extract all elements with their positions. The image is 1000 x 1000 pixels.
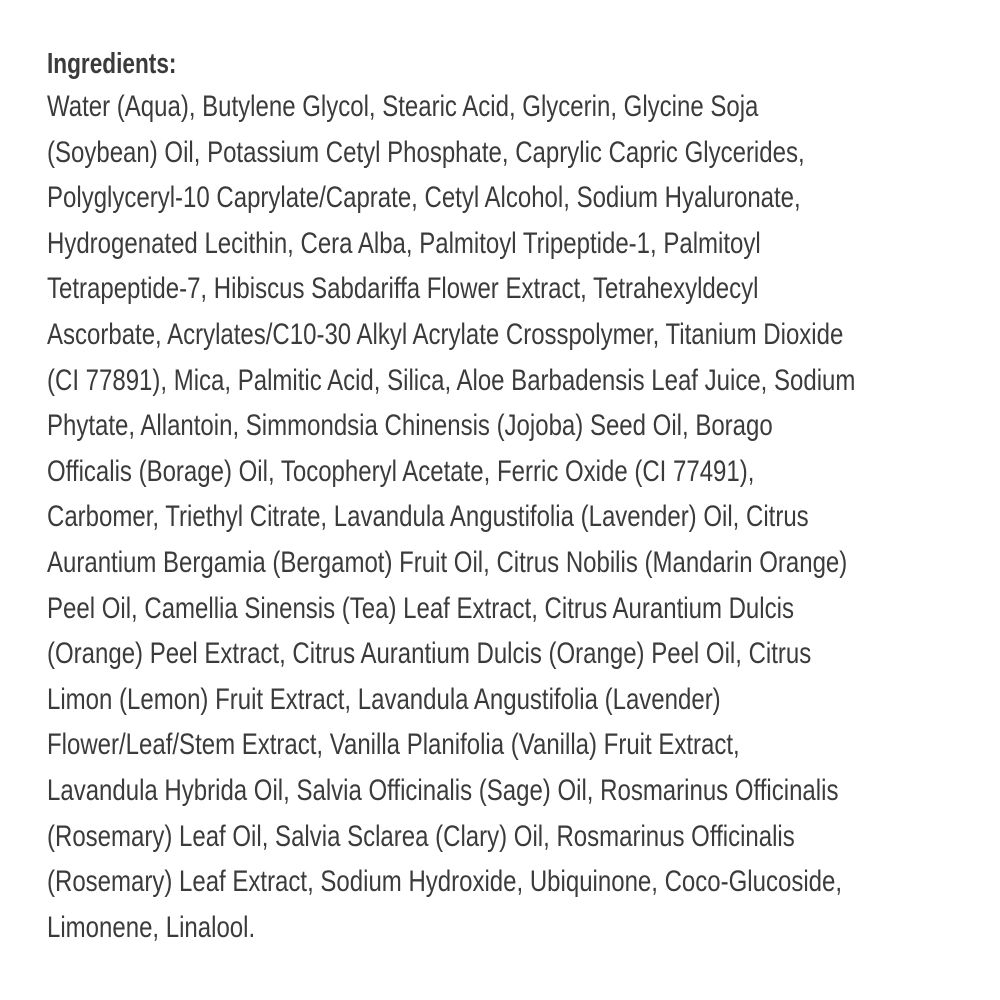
ingredients-heading: Ingredients: — [47, 48, 177, 80]
ingredients-line: Carbomer, Triethyl Citrate, Lavandula Angustifolia (Lavender) Oil, Citrus — [47, 500, 809, 534]
ingredients-line: Phytate, Allantoin, Simmondsia Chinensis (Jojoba) Seed Oil, Borago — [47, 409, 773, 443]
ingredients-line: (Rosemary) Leaf Oil, Salvia Sclarea (Clary) Oil, Rosmarinus Officinalis — [47, 819, 795, 853]
ingredients-line: Limonene, Linalool. — [47, 910, 256, 944]
ingredients-line: (Soybean) Oil, Potassium Cetyl Phosphate, Caprylic Capric Glycerides, — [47, 135, 805, 169]
ingredients-line: Lavandula Hybrida Oil, Salvia Officinalis (Sage) Oil, Rosmarinus Officinalis — [47, 773, 839, 807]
ingredients-line: Aurantium Bergamia (Bergamot) Fruit Oil, Citrus Nobilis (Mandarin Orange) — [47, 545, 848, 579]
ingredients-line: Polyglyceryl-10 Caprylate/Caprate, Cetyl Alcohol, Sodium Hyaluronate, — [47, 181, 801, 215]
ingredients-line: Peel Oil, Camellia Sinensis (Tea) Leaf Extract, Citrus Aurantium Dulcis — [47, 591, 794, 625]
ingredients-panel — [47, 44, 967, 950]
ingredients-line: (Rosemary) Leaf Extract, Sodium Hydroxide, Ubiquinone, Coco-Glucoside, — [47, 865, 843, 899]
ingredients-line: (CI 77891), Mica, Palmitic Acid, Silica, Aloe Barbadensis Leaf Juice, Sodium — [47, 363, 856, 397]
ingredients-line: Officalis (Borage) Oil, Tocopheryl Acetate, Ferric Oxide (CI 77491), — [47, 454, 755, 488]
ingredients-list — [47, 84, 967, 950]
ingredients-line: Ascorbate, Acrylates/C10-30 Alkyl Acrylate Crosspolymer, Titanium Dioxide — [47, 317, 844, 351]
ingredients-line: Flower/Leaf/Stem Extract, Vanilla Planifolia (Vanilla) Fruit Extract, — [47, 728, 740, 762]
ingredients-line: Limon (Lemon) Fruit Extract, Lavandula Angustifolia (Lavender) — [47, 682, 721, 716]
ingredients-line: Tetrapeptide-7, Hibiscus Sabdariffa Flower Extract, Tetrahexyldecyl — [47, 272, 759, 306]
ingredients-line: Water (Aqua), Butylene Glycol, Stearic Acid, Glycerin, Glycine Soja — [47, 90, 759, 123]
ingredients-line: (Orange) Peel Extract, Citrus Aurantium Dulcis (Orange) Peel Oil, Citrus — [47, 637, 812, 671]
ingredients-line: Hydrogenated Lecithin, Cera Alba, Palmitoyl Tripeptide-1, Palmitoyl — [47, 226, 761, 260]
